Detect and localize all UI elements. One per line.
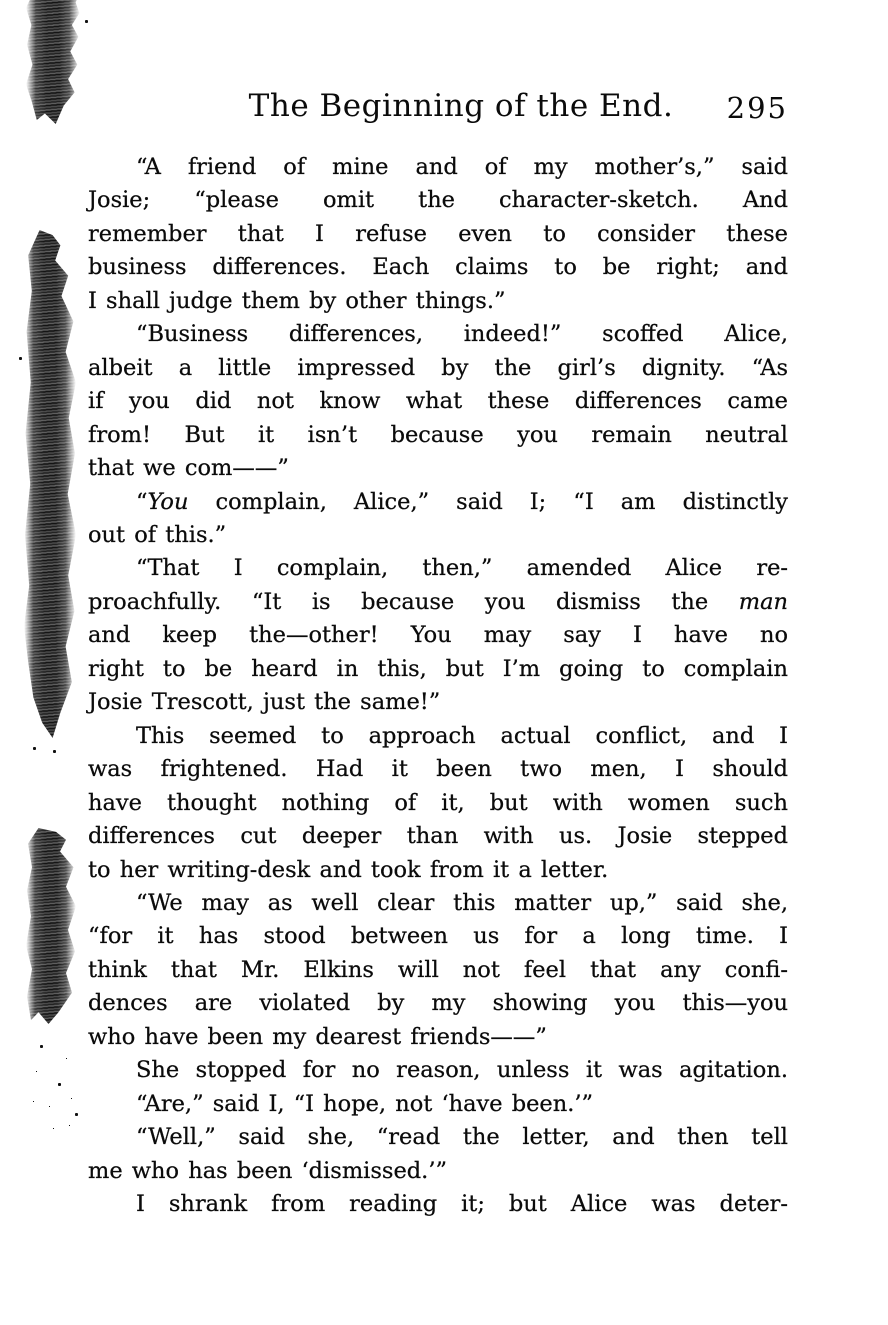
text-segment: Josie; “please omit the character-sketch. And [88,187,788,214]
text-segment: “Well,” said she, “read the letter, and then tell [136,1124,788,1151]
text-line [88,184,788,217]
text-segment: right to be heard in this, but I’m going to complain [88,655,788,682]
scan-smudge-middle [24,230,76,738]
text-segment: I shrank from reading it; but Alice was deter- [136,1191,788,1218]
text-line [88,1121,788,1154]
text-segment: “ [136,488,148,515]
text-segment: that we com——” [88,455,289,482]
text-line [88,519,788,552]
text-line [88,385,788,418]
text-segment: proachfully. “It is because you dismiss the [88,588,739,615]
text-segment: if you did not know what these differences came [88,388,788,415]
text-line [88,218,788,251]
text-line [88,151,788,184]
text-line [88,987,788,1020]
text-segment: complain, Alice,” said I; “I am distinctly [188,488,788,515]
text-line [88,619,788,652]
text-line [88,452,788,485]
text-line [88,1054,788,1087]
text-line [88,586,788,619]
scan-smudge-lower [26,828,76,1024]
text-line [88,352,788,385]
text-line [88,1021,788,1054]
text-segment: She stopped for no reason, unless it was agitation. [136,1057,788,1084]
scan-speckles [40,1045,43,1048]
text-line [88,854,788,887]
text-line [88,251,788,284]
text-line [88,318,788,351]
text-segment: think that Mr. Elkins will not feel that any confi- [88,956,788,983]
text-segment: out of this.” [88,521,227,548]
text-line [88,1088,788,1121]
scan-speck [19,357,22,360]
text-segment: differences cut deeper than with us. Josie stepped [88,823,788,850]
text-segment: and keep the—other! You may say I have no [88,622,788,649]
text-line [88,787,788,820]
text-segment: albeit a little impressed by the girl’s dignity. “As [88,354,788,381]
text-line [88,1155,788,1188]
text-line [88,285,788,318]
text-segment: from! But it isn’t because you remain neutral [88,421,788,448]
running-title: The Beginning of the End. [248,88,674,124]
text-line [88,486,788,519]
text-line [88,820,788,853]
text-segment: to her writing-desk and took from it a letter. [88,856,609,883]
text-segment: “Are,” said I, “I hope, not ‘have been.’” [136,1090,594,1117]
text-line [88,920,788,953]
text-segment: was frightened. Had it been two men, I should [88,756,788,783]
scan-speck [33,747,36,750]
text-segment: “A friend of mine and of my mother’s,” said [136,154,788,180]
text-segment: “for it has stood between us for a long time. I [88,923,788,950]
text-segment: me who has been ‘dismissed.’” [88,1157,447,1184]
text-segment: This seemed to approach actual conflict, and I [136,722,788,749]
page-body [88,151,788,1222]
text-line [88,686,788,719]
text-segment: “That I complain, then,” amended Alice re- [136,555,788,582]
italic-text: man [738,588,788,615]
text-segment: have thought nothing of it, but with women such [88,789,788,816]
text-line [88,753,788,786]
text-line [88,887,788,920]
text-line [88,1188,788,1221]
text-line [88,720,788,753]
text-segment: who have been my dearest friends——” [88,1023,547,1050]
page-header [88,84,788,130]
italic-text: You [147,488,189,515]
text-segment: Josie Trescott, just the same!” [88,689,441,716]
text-segment: “Business differences, indeed!” scoffed Alice, [136,321,788,348]
text-segment: dences are violated by my showing you this—you [88,990,788,1017]
text-line [88,552,788,585]
text-line [88,419,788,452]
text-segment: “We may as well clear this matter up,” said she, [136,889,788,916]
text-line [88,653,788,686]
scan-smudge-top [26,0,80,124]
text-segment: I shall judge them by other things.” [88,287,506,314]
text-segment: remember that I refuse even to consider these [88,220,788,247]
text-line [88,954,788,987]
scan-speck [85,20,88,23]
text-segment: business differences. Each claims to be right; and [88,254,788,281]
page-number: 295 [726,91,788,125]
